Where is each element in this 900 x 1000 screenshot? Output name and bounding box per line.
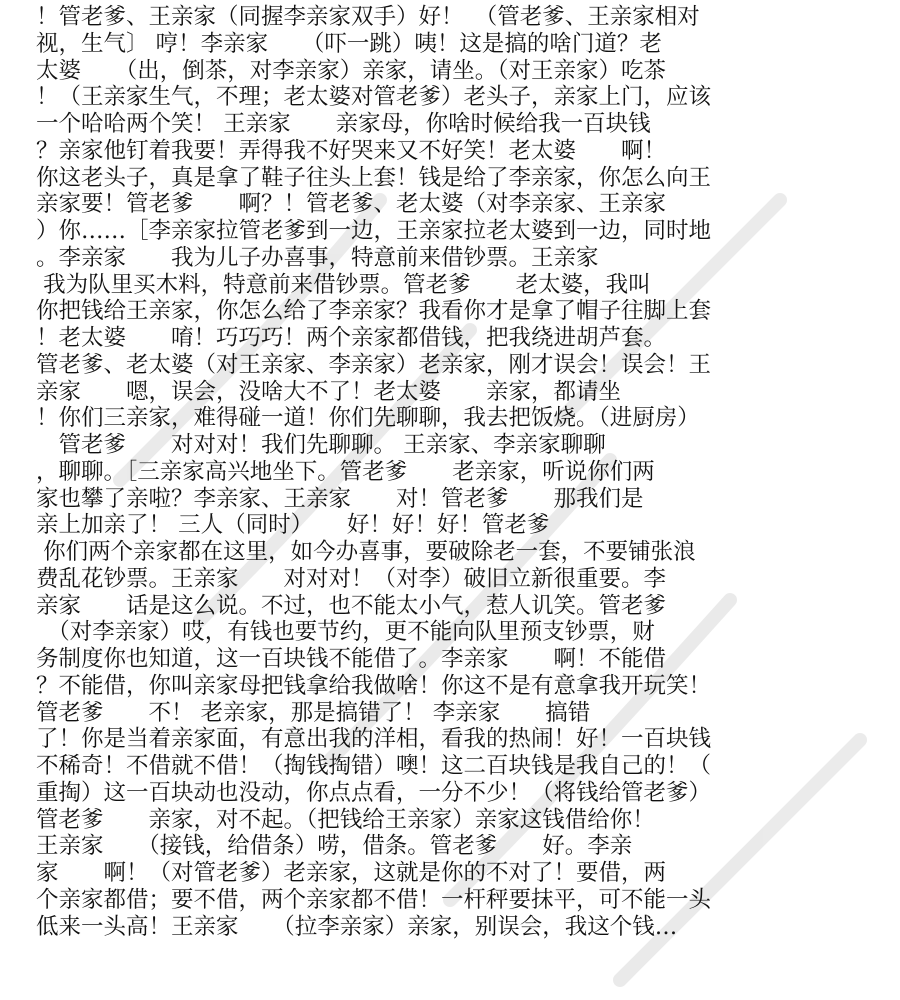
- text-line: 亲家要！管老爹 啊？！管老爹、老太婆（对李亲家、王亲家: [36, 191, 667, 218]
- text-line: 费乱花钞票。王亲家 对对对！（对李）破旧立新很重要。李: [36, 565, 667, 592]
- text-line: 。李亲家 我为儿子办喜事，特意前来借钞票。王亲家: [36, 244, 599, 271]
- text-line: ！老太婆 唷！巧巧巧！两个亲家都借钱，把我绕进胡芦套。: [36, 325, 667, 351]
- text-line: 个亲家都借；要不借，两个亲家都不借！一杆秤要抹平，可不能一头: [36, 886, 712, 913]
- text-line: ？亲家他钉着我要！弄得我不好哭来又不好笑！老太婆 啊！: [36, 137, 667, 164]
- text-line: （对李亲家）哎，有钱也要节约，更不能向队里预支钞票，财: [36, 619, 655, 646]
- text-line: 王亲家 （接钱，给借条）唠，借条。管老爹 好。李亲: [36, 833, 633, 860]
- text-line: 亲家 嗯，误会，没啥大不了！老太婆 亲家，都请坐: [36, 378, 622, 405]
- text-line: 你们两个亲家都在这里，如今办喜事，要破除老一套，不要铺张浪: [36, 539, 696, 565]
- text-line: 亲家 话是这么说。不过，也不能太小气，惹人讥笑。管老爹: [36, 592, 667, 619]
- text-line: 管老爹 不！ 老亲家，那是搞错了！ 李亲家 搞错: [36, 699, 591, 726]
- text-line: 我为队里买木料，特意前来借钞票。管老爹 老太婆，我叫: [36, 271, 651, 298]
- text-line: ，聊聊。［三亲家高兴地坐下。管老爹 老亲家，听说你们两: [36, 458, 655, 485]
- text-line: 家也攀了亲啦？李亲家、王亲家 对！管老爹 那我们是: [36, 485, 644, 512]
- text-line: ！你们三亲家，难得碰一道！你们先聊聊，我去把饭烧。（进厨房）: [36, 405, 700, 432]
- text-line: ！管老爹、王亲家（同握李亲家双手）好！ （管老爹、王亲家相对: [36, 4, 700, 30]
- text-line: ）你……［李亲家拉管老爹到一边，王亲家拉老太婆到一边，同时地: [36, 218, 712, 244]
- text-line: ？不能借，你叫亲家母把钱拿给我做啥！你这不是有意拿我开玩笑！: [36, 672, 712, 699]
- text-line: 管老爹、老太婆（对王亲家、李亲家）老亲家，刚才误会！误会！王: [36, 351, 712, 378]
- text-line: 务制度你也知道，这一百块钱不能借了。李亲家 啊！不能借: [36, 646, 667, 672]
- text-line: 了！你是当着亲家面，有意出我的洋相，看我的热闹！好！一百块钱: [36, 726, 712, 753]
- text-line: 低来一头高！王亲家 （拉李亲家）亲家，别误会，我这个钱…: [36, 913, 678, 940]
- text-line: 视，生气〕 哼！李亲家 （吓一跳）咦！这是搞的啥门道？老: [36, 30, 662, 57]
- text-line: 管老爹 对对对！我们先聊聊。 王亲家、李亲家聊聊: [36, 432, 606, 458]
- script-text-block: [36, 4, 886, 940]
- text-line: ！（王亲家生气，不理；老太婆对管老爹）老头子，亲家上门，应该: [36, 84, 712, 111]
- text-line: 太婆 （出，倒茶，对李亲家）亲家，请坐。（对王亲家）吃茶: [36, 57, 667, 84]
- text-line: 你把钱给王亲家，你怎么给了李亲家？我看你才是拿了帽子往脚上套: [36, 298, 712, 325]
- text-line: 不稀奇！不借就不借！（掏钱掏错）噢！这二百块钱是我自己的！（: [36, 753, 712, 779]
- text-line: 重掏）这一百块动也没动，你点点看，一分不少！（将钱给管老爹）: [36, 779, 712, 806]
- text-line: 你这老头子，真是拿了鞋子往头上套！钱是给了李亲家，你怎么向王: [36, 164, 712, 191]
- text-line: 家 啊！（对管老爹）老亲家，这就是你的不对了！要借，两: [36, 860, 667, 886]
- text-line: 亲上加亲了！ 三人（同时） 好！好！好！管老爹: [36, 512, 550, 539]
- text-line: 一个哈哈两个笑！ 王亲家 亲家母，你啥时候给我一百块钱: [36, 111, 651, 137]
- text-line: 管老爹 亲家，对不起。（把钱给王亲家）亲家这钱借给你！: [36, 806, 655, 833]
